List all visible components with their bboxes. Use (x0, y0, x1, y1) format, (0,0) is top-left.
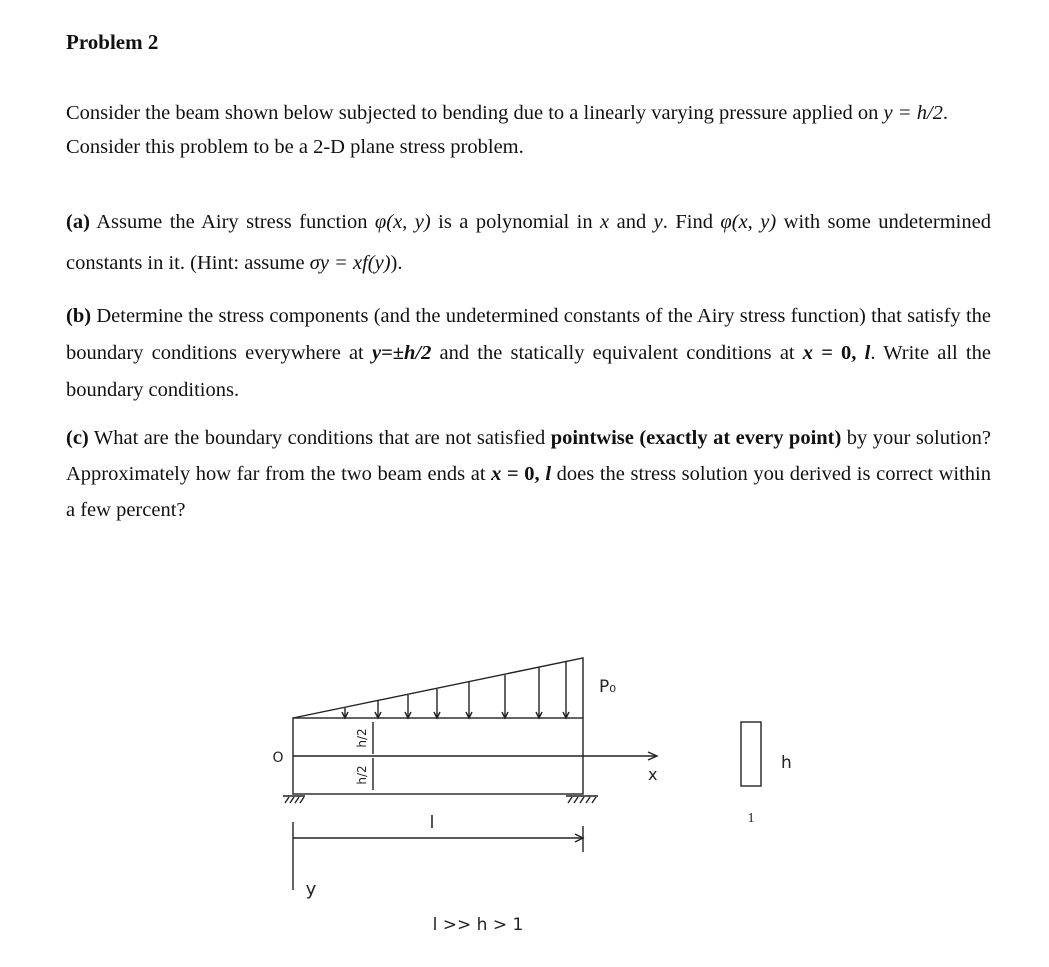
length-label: l (429, 813, 435, 833)
part-a-math-1: φ(x, y) (374, 211, 431, 233)
part-b-text-1: Determine the stress components (and the undetermined constants of the Airy stress function) that satisfy the boundary conditions everywhere at (66, 305, 991, 364)
part-c-bold-1: pointwise (exactly at every point) (550, 427, 842, 449)
part-b-math-3: = 0, (813, 342, 865, 364)
part-a-math-5: σy = xf(y) (309, 252, 391, 274)
part-b-text-3: . Write all the boundary conditions. (66, 342, 991, 401)
cross-section (741, 722, 761, 786)
condition-label: l >> h > 1 (432, 915, 524, 935)
intro-text-2: . Consider this problem to be a 2-D plane stress problem. (66, 102, 949, 158)
part-b-math-1: y=±h/2 (371, 342, 432, 364)
half-height-bottom-label: h/2 (355, 765, 369, 785)
part-a-text-6: ). (390, 252, 403, 274)
origin-label: O (272, 750, 284, 766)
section-width-label: 1 (747, 811, 755, 826)
section-height-label: h (781, 753, 792, 773)
x-axis-label: x (648, 765, 658, 784)
part-a-text-3: and (609, 211, 654, 233)
part-c-math-2: = 0, (501, 463, 546, 485)
part-c-math-1: x (491, 463, 502, 485)
part-c-text-3: does the stress solution you derived is correct within a few percent? (66, 463, 992, 521)
part-b-math-2: x (802, 342, 814, 364)
part-a-text-4: . Find (662, 211, 721, 233)
part-a-math-4: φ(x, y) (720, 211, 777, 233)
right-support-hatch (568, 797, 596, 803)
part-a-label: (a) (66, 211, 90, 233)
part-c-text-2: by your solution? Approximately how far from the two beam ends at (66, 427, 991, 485)
part-a-text-2: is a polynomial in (430, 211, 601, 233)
part-a-text-1: Assume the Airy stress function (89, 211, 375, 233)
half-height-top-label: h/2 (355, 728, 369, 748)
part-c-math-3: l (545, 463, 552, 485)
y-axis-label: y (305, 879, 317, 900)
part-a-math-2: x (600, 211, 610, 233)
part-b-text-2: and the statically equivalent conditions at (431, 342, 803, 364)
load-arrows (342, 662, 569, 718)
left-support-hatch (285, 797, 304, 803)
intro-math-1: y = h/2 (883, 102, 943, 124)
part-c-text-1: What are the boundary conditions that are not satisfied (88, 427, 551, 449)
load-label: P₀ (599, 677, 617, 697)
part-a-text-5: with some undetermined constants in it. (Hint: assume (66, 211, 991, 274)
intro-text-1: Consider the beam shown below subjected to bending due to a linearly varying pressure applied on (66, 102, 884, 124)
problem-title: Problem 2 (66, 30, 159, 54)
part-a-math-3: y (653, 211, 663, 233)
part-b-math-4: l (864, 342, 871, 364)
part-b-label: (b) (66, 305, 92, 327)
part-c-label: (c) (66, 427, 89, 449)
